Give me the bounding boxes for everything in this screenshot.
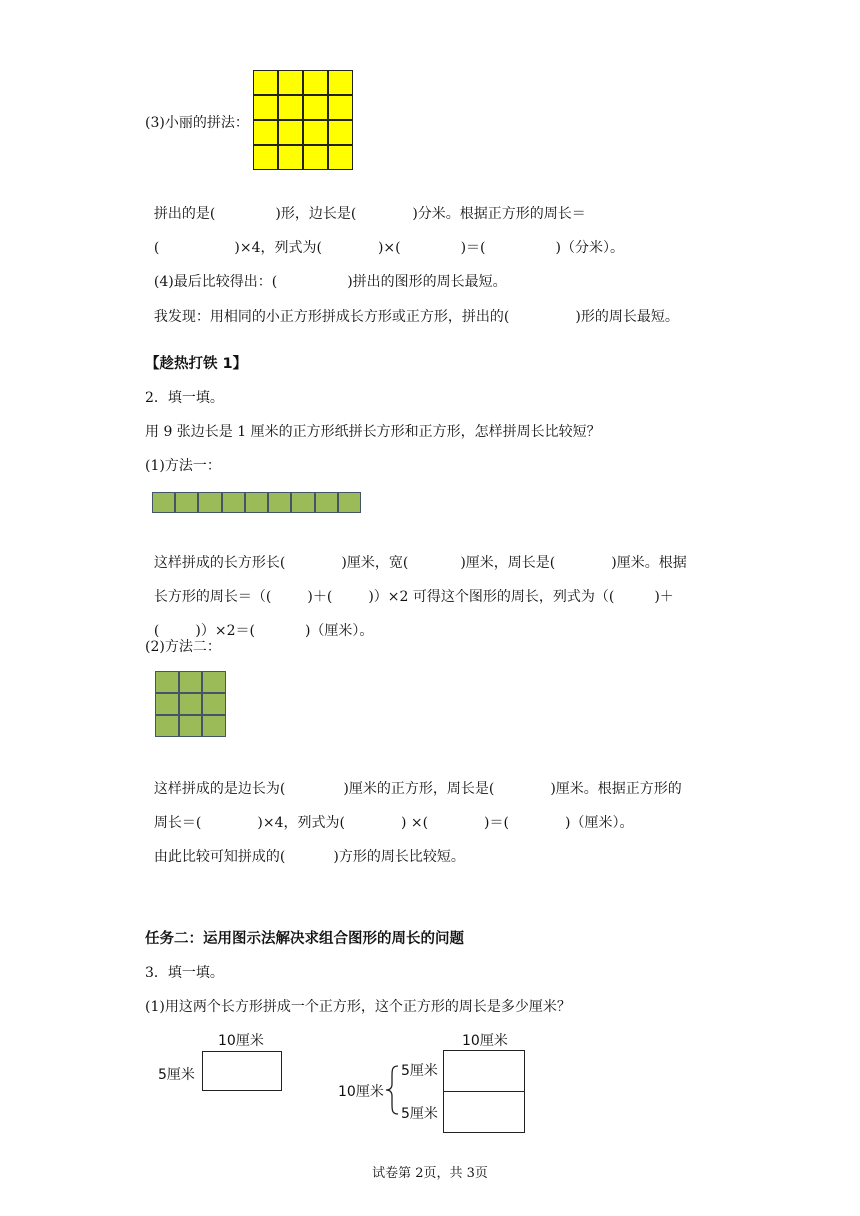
q3-sub1: (1)用这两个长方形拼成一个正方形，这个正方形的周长是多少厘米？ (145, 999, 571, 1015)
m2-line1: 这样拼成的是边长为( )厘米的正方形，周长是( )厘米。根据正方形的 (153, 781, 682, 797)
m2-line3: 由此比较可知拼成的( )方形的周长比较短。 (153, 849, 465, 865)
m1-line2: 长方形的周长＝（( )＋( )）×2 可得这个图形的周长，列式为（( )＋ (153, 589, 674, 605)
yellow-square-grid (253, 70, 353, 170)
m1-line1: 这样拼成的长方形长( )厘米，宽( )厘米，周长是( )厘米。根据 (153, 555, 687, 571)
combined-square-bottom (443, 1091, 525, 1133)
m1-label: (1)方法一： (145, 458, 221, 474)
green-square-grid (155, 671, 226, 737)
combined-square-top (443, 1050, 525, 1092)
fig-right-down-label: 5厘米 (401, 1106, 438, 1122)
fig-left-top-label: 10厘米 (218, 1033, 264, 1049)
page-footer: 试卷第 2页，共 3页 (372, 1166, 488, 1181)
curly-brace-icon (384, 1064, 400, 1116)
part4-line: (4)最后比较得出：( )拼出的图形的周长最短。 (153, 274, 507, 290)
m1-line3: ( )）×2＝( )（厘米）。 (153, 623, 374, 639)
q2-title: 2．填一填。 (145, 390, 224, 406)
fig-right-up-label: 5厘米 (401, 1063, 438, 1079)
part3-label: (3)小丽的拼法： (145, 115, 249, 131)
m2-line2: 周长＝( )×4，列式为( ) ×( )＝( )（厘米）。 (153, 815, 634, 831)
green-strip-grid (152, 492, 361, 513)
small-rectangle (202, 1051, 282, 1091)
q3-title: 3．填一填。 (145, 965, 224, 981)
fig-right-side-label: 10厘米 (338, 1084, 384, 1100)
q2-desc: 用 9 张边长是 1 厘米的正方形纸拼长方形和正方形，怎样拼周长比较短？ (145, 424, 601, 440)
discover-line: 我发现：用相同的小正方形拼成长方形或正方形，拼出的( )形的周长最短。 (153, 309, 679, 325)
practice-title: 【趁热打铁 1】 (145, 356, 248, 372)
fig-left-side-label: 5厘米 (158, 1067, 195, 1083)
task2-title: 任务二：运用图示法解决求组合图形的周长的问题 (145, 931, 464, 947)
fig-right-top-label: 10厘米 (462, 1033, 508, 1049)
part3-line2: ( )×4，列式为( )×( )＝( )（分米）。 (153, 240, 624, 256)
part3-line1: 拼出的是( )形，边长是( )分米。根据正方形的周长＝ (153, 206, 586, 222)
m2-label: (2)方法二： (145, 639, 221, 655)
